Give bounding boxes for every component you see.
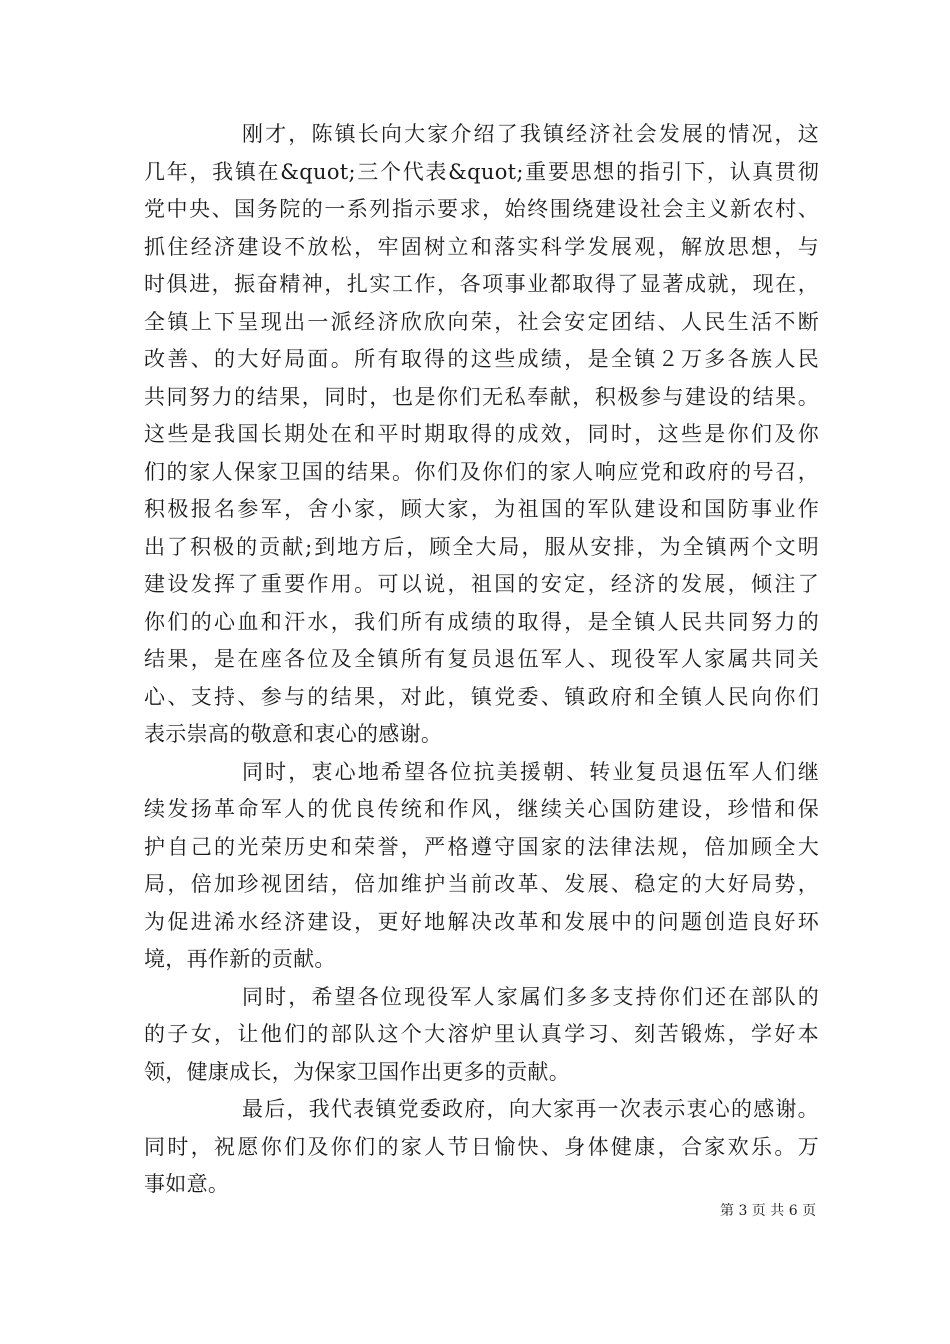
- text-line: 领，健康成长，为保家卫国作出更多的贡献。: [144, 1059, 570, 1084]
- paragraph-4: [144, 1091, 819, 1204]
- text-line: 同时，衷心地希望各位抗美援朝、转业复员退伍军人们继: [242, 759, 819, 784]
- paragraph-1: [144, 116, 819, 754]
- text-line: 改善、的大好局面。所有取得的这些成绩，是全镇２万多各族人民: [144, 347, 819, 371]
- text-line: 表示崇高的敬意和衷心的感谢。: [144, 722, 443, 746]
- text-line: 刚才，陈镇长向大家介绍了我镇经济社会发展的情况，这: [242, 122, 819, 146]
- page-number-footer: 第 3 页 共 6 页: [720, 1203, 817, 1219]
- document-body: [144, 116, 819, 1204]
- text-line: 共同努力的结果，同时，也是你们无私奉献，积极参与建设的结果。: [144, 384, 819, 409]
- paragraph-3: [144, 979, 819, 1092]
- text-line: 同时，祝愿你们及你们的家人节日愉快、身体健康，合家欢乐。万: [144, 1134, 819, 1159]
- text-line: 心、支持、参与的结果，对此，镇党委、镇政府和全镇人民向你们: [144, 684, 819, 709]
- text-line: 为促进浠水经济建设，更好地解决改革和发展中的问题创造良好环: [144, 909, 819, 934]
- text-line: 续发扬革命军人的优良传统和作风，继续关心国防建设，珍惜和保: [144, 797, 819, 821]
- text-line: 建设发挥了重要作用。可以说，祖国的安定，经济的发展，倾注了: [144, 572, 819, 596]
- text-line: 局，倍加珍视团结，倍加维护当前改革、发展、稳定的大好局势，: [144, 872, 819, 896]
- text-line: 这些是我国长期处在和平时期取得的成效，同时，这些是你们及你: [144, 422, 819, 446]
- text-line: 们的家人保家卫国的结果。你们及你们的家人响应党和政府的号召，: [144, 459, 819, 484]
- text-line: 全镇上下呈现出一派经济欣欣向荣，社会安定团结、人民生活不断: [144, 309, 819, 334]
- text-line: 党中央、国务院的一系列指示要求，始终围绕建设社会主义新农村、: [144, 197, 819, 221]
- text-line: 抓住经济建设不放松，牢固树立和落实科学发展观，解放思想，与: [144, 234, 819, 259]
- text-line: 境，再作新的贡献。: [144, 947, 336, 971]
- text-line: 事如意。: [144, 1172, 230, 1196]
- text-line: 结果，是在座各位及全镇所有复员退伍军人、现役军人家属共同关: [144, 647, 819, 671]
- text-line: 积极报名参军，舍小家，顾大家，为祖国的军队建设和国防事业作: [144, 497, 819, 521]
- text-line: 几年，我镇在&quot;三个代表&quot;重要思想的指引下，认真贯彻: [144, 159, 819, 184]
- text-line: 护自己的光荣历史和荣誉，严格遵守国家的法律法规，倍加顾全大: [144, 834, 819, 859]
- text-line: 的子女，让他们的部队这个大溶炉里认真学习、刻苦锻炼，学好本: [144, 1022, 819, 1046]
- text-line: 出了积极的贡献;到地方后，顾全大局，服从安排，为全镇两个文明: [144, 534, 819, 559]
- paragraph-2: [144, 754, 819, 979]
- text-line: 同时，希望各位现役军人家属们多多支持你们还在部队的: [242, 984, 819, 1009]
- text-line: 最后，我代表镇党委政府，向大家再一次表示衷心的感谢。: [242, 1097, 819, 1121]
- text-line: 你们的心血和汗水，我们所有成绩的取得，是全镇人民共同努力的: [144, 609, 819, 634]
- text-line: 时俱进，振奋精神，扎实工作，各项事业都取得了显著成就，现在，: [144, 272, 819, 296]
